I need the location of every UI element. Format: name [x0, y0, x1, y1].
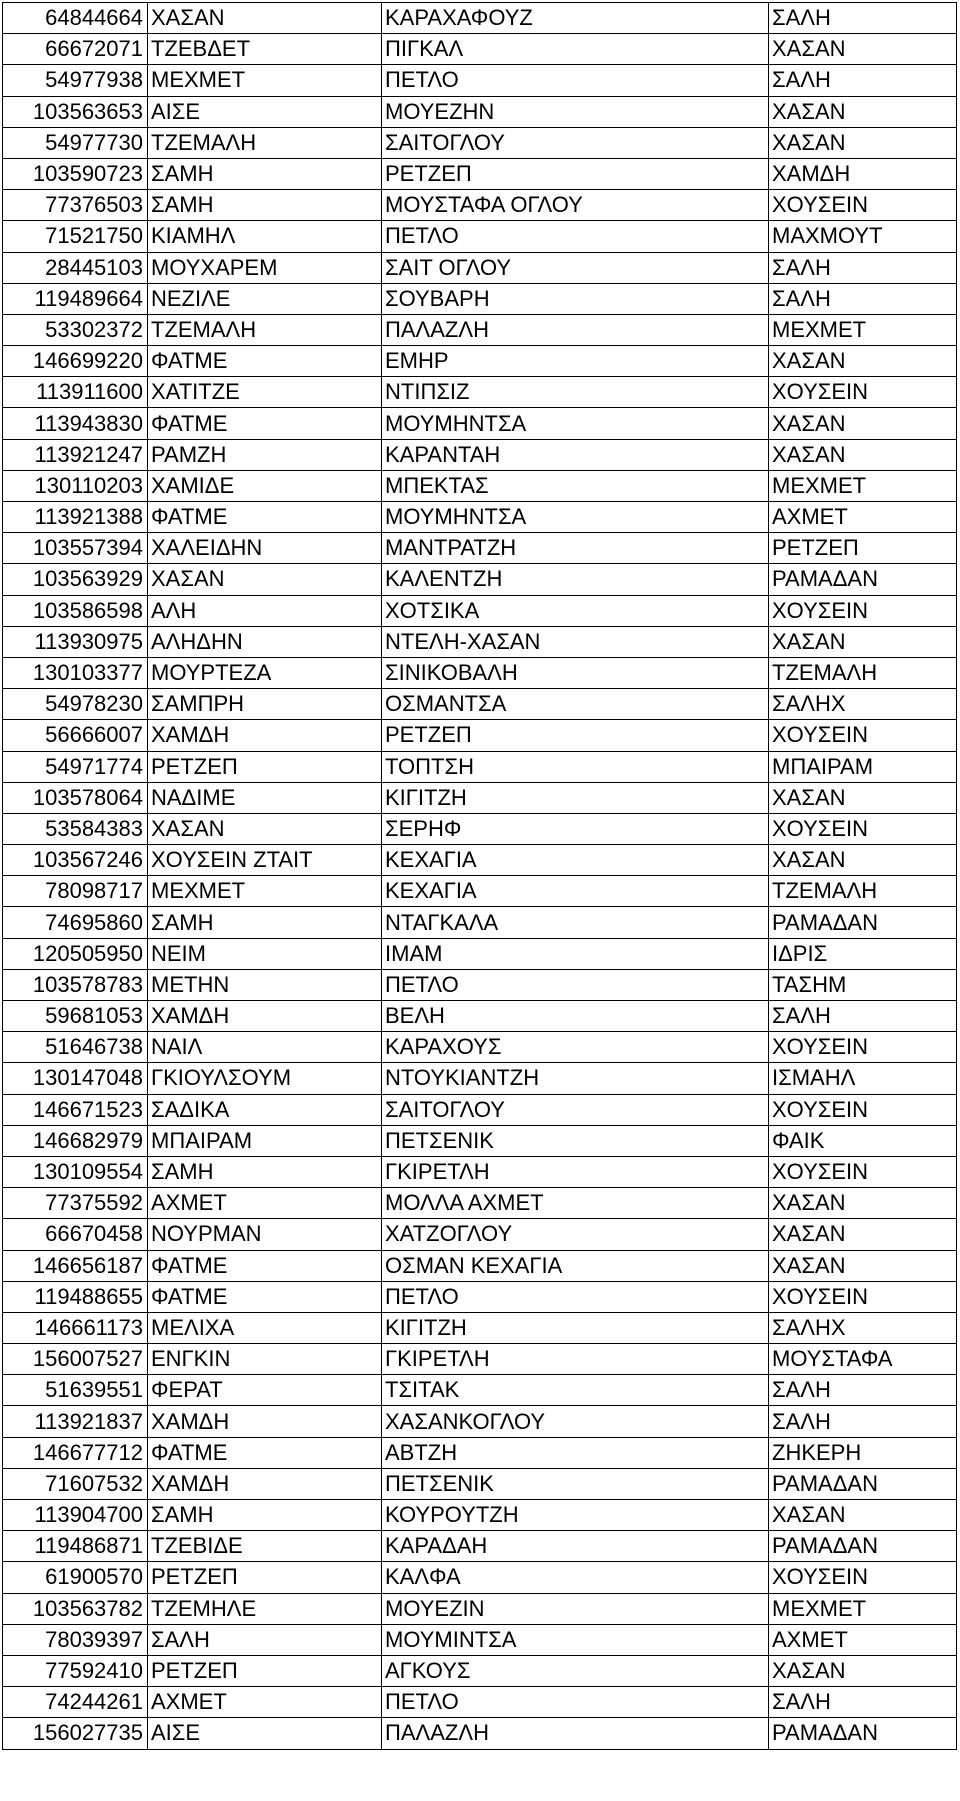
table-row: [3, 1125, 957, 1156]
table-row: [3, 1500, 957, 1531]
table-row: [3, 1250, 957, 1281]
surname-cell: ΣΑΙΤΟΓΛΟΥ: [382, 1094, 769, 1125]
first-name-cell: ΣΑΔΙΚΑ: [148, 1094, 382, 1125]
table-row: [3, 1562, 957, 1593]
first-name-cell: ΦΕΡΑΤ: [148, 1375, 382, 1406]
table-row: [3, 1281, 957, 1312]
first-name-cell: ΧΑΤΙΤΖΕ: [148, 377, 382, 408]
id-cell: 103586598: [3, 595, 148, 626]
first-name-cell: ΣΑΛΗ: [148, 1624, 382, 1655]
father-name-cell: ΧΑΣΑΝ: [769, 34, 957, 65]
first-name-cell: ΣΑΜΗ: [148, 907, 382, 938]
first-name-cell: ΧΑΜΔΗ: [148, 1468, 382, 1499]
first-name-cell: ΝΑΙΛ: [148, 1032, 382, 1063]
table-row: [3, 377, 957, 408]
surname-cell: ΤΟΠΤΣΗ: [382, 751, 769, 782]
father-name-cell: ΡΑΜΑΔΑΝ: [769, 1531, 957, 1562]
surname-cell: ΣΙΝΙΚΟΒΑΛΗ: [382, 657, 769, 688]
id-cell: 130110203: [3, 470, 148, 501]
first-name-cell: ΑΧΜΕΤ: [148, 1687, 382, 1718]
first-name-cell: ΑΙΣΕ: [148, 1718, 382, 1749]
id-cell: 71607532: [3, 1468, 148, 1499]
first-name-cell: ΜΕΧΜΕΤ: [148, 65, 382, 96]
id-cell: 120505950: [3, 938, 148, 969]
surname-cell: ΜΑΝΤΡΑΤΖΗ: [382, 533, 769, 564]
first-name-cell: ΝΑΔΙΜΕ: [148, 782, 382, 813]
table-row: [3, 938, 957, 969]
table-row: [3, 876, 957, 907]
father-name-cell: ΜΑΧΜΟΥΤ: [769, 221, 957, 252]
id-cell: 146682979: [3, 1125, 148, 1156]
table-row: [3, 314, 957, 345]
first-name-cell: ΦΑΤΜΕ: [148, 1250, 382, 1281]
table-row: [3, 502, 957, 533]
id-cell: 77592410: [3, 1655, 148, 1686]
id-cell: 53584383: [3, 813, 148, 844]
first-name-cell: ΜΠΑΙΡΑΜ: [148, 1125, 382, 1156]
father-name-cell: ΜΕΧΜΕΤ: [769, 1593, 957, 1624]
first-name-cell: ΜΕΤΗΝ: [148, 969, 382, 1000]
surname-cell: ΣΟΥΒΑΡΗ: [382, 283, 769, 314]
father-name-cell: ΧΑΣΑΝ: [769, 1655, 957, 1686]
father-name-cell: ΣΑΛΗΧ: [769, 689, 957, 720]
surname-cell: ΚΑΛΦΑ: [382, 1562, 769, 1593]
father-name-cell: ΧΟΥΣΕΙΝ: [769, 1094, 957, 1125]
first-name-cell: ΧΑΜΙΔΕ: [148, 470, 382, 501]
father-name-cell: ΣΑΛΗ: [769, 3, 957, 34]
id-cell: 156007527: [3, 1344, 148, 1375]
father-name-cell: ΡΑΜΑΔΑΝ: [769, 564, 957, 595]
surname-cell: ΑΒΤΖΗ: [382, 1437, 769, 1468]
surname-cell: ΝΤΙΠΣΙΖ: [382, 377, 769, 408]
surname-cell: ΟΣΜΑΝ ΚΕΧΑΓΙΑ: [382, 1250, 769, 1281]
first-name-cell: ΧΑΜΔΗ: [148, 1406, 382, 1437]
table-row: [3, 813, 957, 844]
id-cell: 61900570: [3, 1562, 148, 1593]
surname-cell: ΑΓΚΟΥΣ: [382, 1655, 769, 1686]
first-name-cell: ΜΕΛΙΧΑ: [148, 1312, 382, 1343]
table-row: [3, 845, 957, 876]
first-name-cell: ΤΖΕΜΗΛΕ: [148, 1593, 382, 1624]
id-cell: 66670458: [3, 1219, 148, 1250]
father-name-cell: ΜΕΧΜΕΤ: [769, 470, 957, 501]
id-cell: 66672071: [3, 34, 148, 65]
id-cell: 113911600: [3, 377, 148, 408]
surname-cell: ΕΜΗΡ: [382, 346, 769, 377]
father-name-cell: ΣΑΛΗ: [769, 1406, 957, 1437]
id-cell: 113930975: [3, 626, 148, 657]
id-cell: 146677712: [3, 1437, 148, 1468]
first-name-cell: ΡΑΜΖΗ: [148, 439, 382, 470]
id-cell: 146661173: [3, 1312, 148, 1343]
surname-cell: ΣΑΙΤ ΟΓΛΟΥ: [382, 252, 769, 283]
first-name-cell: ΦΑΤΜΕ: [148, 346, 382, 377]
id-cell: 64844664: [3, 3, 148, 34]
table-row: [3, 1188, 957, 1219]
surname-cell: ΒΕΛΗ: [382, 1001, 769, 1032]
table-row: [3, 1094, 957, 1125]
table-row: [3, 1219, 957, 1250]
surname-cell: ΧΑΤΖΟΓΛΟΥ: [382, 1219, 769, 1250]
surname-cell: ΚΕΧΑΓΙΑ: [382, 845, 769, 876]
first-name-cell: ΦΑΤΜΕ: [148, 408, 382, 439]
surname-cell: ΠΕΤΛΟ: [382, 1687, 769, 1718]
surname-cell: ΚΑΡΑΧΑΦΟΥΖ: [382, 3, 769, 34]
father-name-cell: ΧΟΥΣΕΙΝ: [769, 813, 957, 844]
id-cell: 119489664: [3, 283, 148, 314]
surname-cell: ΜΟΥΜΗΝΤΣΑ: [382, 502, 769, 533]
father-name-cell: ΣΑΛΗΧ: [769, 1312, 957, 1343]
table-row: [3, 1718, 957, 1749]
id-cell: 113943830: [3, 408, 148, 439]
table-row: [3, 720, 957, 751]
first-name-cell: ΣΑΜΗ: [148, 1500, 382, 1531]
surname-cell: ΠΑΛΑΖΛΗ: [382, 1718, 769, 1749]
first-name-cell: ΜΟΥΧΑΡΕΜ: [148, 252, 382, 283]
id-cell: 103567246: [3, 845, 148, 876]
father-name-cell: ΑΧΜΕΤ: [769, 502, 957, 533]
table-row: [3, 346, 957, 377]
father-name-cell: ΧΟΥΣΕΙΝ: [769, 377, 957, 408]
table-row: [3, 439, 957, 470]
first-name-cell: ΧΟΥΣΕΙΝ ΖΤΑΙΤ: [148, 845, 382, 876]
id-cell: 56666007: [3, 720, 148, 751]
father-name-cell: ΡΑΜΑΔΑΝ: [769, 1468, 957, 1499]
table-row: [3, 65, 957, 96]
table-row: [3, 1344, 957, 1375]
id-cell: 130147048: [3, 1063, 148, 1094]
father-name-cell: ΧΑΜΔΗ: [769, 158, 957, 189]
table-row: [3, 1593, 957, 1624]
id-cell: 146671523: [3, 1094, 148, 1125]
first-name-cell: ΝΕΙΜ: [148, 938, 382, 969]
father-name-cell: ΧΑΣΑΝ: [769, 96, 957, 127]
table-row: [3, 907, 957, 938]
surname-cell: ΠΕΤΣΕΝΙΚ: [382, 1125, 769, 1156]
id-cell: 103578064: [3, 782, 148, 813]
father-name-cell: ΣΑΛΗ: [769, 252, 957, 283]
surname-cell: ΡΕΤΖΕΠ: [382, 158, 769, 189]
id-cell: 51639551: [3, 1375, 148, 1406]
father-name-cell: ΧΟΥΣΕΙΝ: [769, 1281, 957, 1312]
surname-cell: ΚΕΧΑΓΙΑ: [382, 876, 769, 907]
first-name-cell: ΝΟΥΡΜΑΝ: [148, 1219, 382, 1250]
father-name-cell: ΙΣΜΑΗΛ: [769, 1063, 957, 1094]
table-row: [3, 408, 957, 439]
id-cell: 74244261: [3, 1687, 148, 1718]
records-table: [2, 2, 957, 1750]
table-row: [3, 626, 957, 657]
father-name-cell: ΧΑΣΑΝ: [769, 626, 957, 657]
father-name-cell: ΧΑΣΑΝ: [769, 346, 957, 377]
table-row: [3, 1312, 957, 1343]
table-row: [3, 190, 957, 221]
first-name-cell: ΦΑΤΜΕ: [148, 1437, 382, 1468]
records-table-body: [3, 3, 957, 1750]
first-name-cell: ΜΟΥΡΤΕΖΑ: [148, 657, 382, 688]
first-name-cell: ΧΑΜΔΗ: [148, 720, 382, 751]
father-name-cell: ΧΟΥΣΕΙΝ: [769, 720, 957, 751]
father-name-cell: ΧΑΣΑΝ: [769, 127, 957, 158]
id-cell: 113921388: [3, 502, 148, 533]
id-cell: 146656187: [3, 1250, 148, 1281]
surname-cell: ΚΙΓΙΤΖΗ: [382, 1312, 769, 1343]
surname-cell: ΧΑΣΑΝΚΟΓΛΟΥ: [382, 1406, 769, 1437]
father-name-cell: ΧΟΥΣΕΙΝ: [769, 1562, 957, 1593]
id-cell: 54977938: [3, 65, 148, 96]
id-cell: 103590723: [3, 158, 148, 189]
table-row: [3, 782, 957, 813]
first-name-cell: ΦΑΤΜΕ: [148, 1281, 382, 1312]
table-row: [3, 689, 957, 720]
id-cell: 74695860: [3, 907, 148, 938]
table-row: [3, 751, 957, 782]
id-cell: 113921837: [3, 1406, 148, 1437]
table-row: [3, 1437, 957, 1468]
table-row: [3, 657, 957, 688]
surname-cell: ΚΑΡΑΔΑΗ: [382, 1531, 769, 1562]
father-name-cell: ΡΑΜΑΔΑΝ: [769, 1718, 957, 1749]
id-cell: 78098717: [3, 876, 148, 907]
id-cell: 119488655: [3, 1281, 148, 1312]
father-name-cell: ΜΠΑΙΡΑΜ: [769, 751, 957, 782]
surname-cell: ΜΟΥΜΙΝΤΣΑ: [382, 1624, 769, 1655]
surname-cell: ΚΑΛΕΝΤΖΗ: [382, 564, 769, 595]
first-name-cell: ΧΑΣΑΝ: [148, 564, 382, 595]
surname-cell: ΠΙΓΚΑΛ: [382, 34, 769, 65]
father-name-cell: ΙΔΡΙΣ: [769, 938, 957, 969]
table-row: [3, 1624, 957, 1655]
father-name-cell: ΤΑΣΗΜ: [769, 969, 957, 1000]
surname-cell: ΠΕΤΛΟ: [382, 1281, 769, 1312]
father-name-cell: ΜΕΧΜΕΤ: [769, 314, 957, 345]
father-name-cell: ΧΑΣΑΝ: [769, 1500, 957, 1531]
first-name-cell: ΧΑΣΑΝ: [148, 3, 382, 34]
surname-cell: ΚΑΡΑΝΤΑΗ: [382, 439, 769, 470]
id-cell: 130109554: [3, 1156, 148, 1187]
surname-cell: ΚΑΡΑΧΟΥΣ: [382, 1032, 769, 1063]
first-name-cell: ΓΚΙΟΥΛΣΟΥΜ: [148, 1063, 382, 1094]
father-name-cell: ΤΖΕΜΑΛΗ: [769, 876, 957, 907]
surname-cell: ΓΚΙΡΕΤΛΗ: [382, 1156, 769, 1187]
first-name-cell: ΣΑΜΗ: [148, 190, 382, 221]
id-cell: 54978230: [3, 689, 148, 720]
table-row: [3, 1655, 957, 1686]
father-name-cell: ΧΑΣΑΝ: [769, 439, 957, 470]
father-name-cell: ΧΟΥΣΕΙΝ: [769, 190, 957, 221]
table-row: [3, 533, 957, 564]
surname-cell: ΚΙΓΙΤΖΗ: [382, 782, 769, 813]
father-name-cell: ΧΑΣΑΝ: [769, 1188, 957, 1219]
father-name-cell: ΦΑΙΚ: [769, 1125, 957, 1156]
first-name-cell: ΤΖΕΜΑΛΗ: [148, 314, 382, 345]
table-row: [3, 221, 957, 252]
table-row: [3, 1406, 957, 1437]
table-row: [3, 1468, 957, 1499]
surname-cell: ΜΟΥΕΖΗΝ: [382, 96, 769, 127]
first-name-cell: ΑΧΜΕΤ: [148, 1188, 382, 1219]
father-name-cell: ΑΧΜΕΤ: [769, 1624, 957, 1655]
id-cell: 54971774: [3, 751, 148, 782]
first-name-cell: ΑΛΗ: [148, 595, 382, 626]
surname-cell: ΜΟΥΜΗΝΤΣΑ: [382, 408, 769, 439]
first-name-cell: ΑΙΣΕ: [148, 96, 382, 127]
first-name-cell: ΡΕΤΖΕΠ: [148, 1655, 382, 1686]
table-row: [3, 470, 957, 501]
id-cell: 59681053: [3, 1001, 148, 1032]
id-cell: 103563653: [3, 96, 148, 127]
first-name-cell: ΡΕΤΖΕΠ: [148, 751, 382, 782]
table-row: [3, 96, 957, 127]
surname-cell: ΜΟΥΣΤΑΦΑ ΟΓΛΟΥ: [382, 190, 769, 221]
father-name-cell: ΣΑΛΗ: [769, 283, 957, 314]
id-cell: 103563929: [3, 564, 148, 595]
father-name-cell: ΧΑΣΑΝ: [769, 845, 957, 876]
father-name-cell: ΧΟΥΣΕΙΝ: [769, 1156, 957, 1187]
id-cell: 156027735: [3, 1718, 148, 1749]
surname-cell: ΠΕΤΛΟ: [382, 969, 769, 1000]
table-row: [3, 1063, 957, 1094]
id-cell: 51646738: [3, 1032, 148, 1063]
first-name-cell: ΕΝΓΚΙΝ: [148, 1344, 382, 1375]
surname-cell: ΝΤΑΓΚΑΛΑ: [382, 907, 769, 938]
id-cell: 71521750: [3, 221, 148, 252]
id-cell: 54977730: [3, 127, 148, 158]
father-name-cell: ΣΑΛΗ: [769, 1687, 957, 1718]
first-name-cell: ΤΖΕΒΔΕΤ: [148, 34, 382, 65]
father-name-cell: ΣΑΛΗ: [769, 65, 957, 96]
id-cell: 103563782: [3, 1593, 148, 1624]
id-cell: 28445103: [3, 252, 148, 283]
father-name-cell: ΧΑΣΑΝ: [769, 408, 957, 439]
first-name-cell: ΝΕΖΙΛΕ: [148, 283, 382, 314]
id-cell: 53302372: [3, 314, 148, 345]
surname-cell: ΜΟΛΛΑ ΑΧΜΕΤ: [382, 1188, 769, 1219]
id-cell: 103557394: [3, 533, 148, 564]
first-name-cell: ΜΕΧΜΕΤ: [148, 876, 382, 907]
father-name-cell: ΜΟΥΣΤΑΦΑ: [769, 1344, 957, 1375]
surname-cell: ΝΤΟΥΚΙΑΝΤΖΗ: [382, 1063, 769, 1094]
table-row: [3, 1032, 957, 1063]
surname-cell: ΠΕΤΛΟ: [382, 221, 769, 252]
father-name-cell: ΧΟΥΣΕΙΝ: [769, 1032, 957, 1063]
id-cell: 78039397: [3, 1624, 148, 1655]
table-row: [3, 1375, 957, 1406]
table-row: [3, 158, 957, 189]
first-name-cell: ΡΕΤΖΕΠ: [148, 1562, 382, 1593]
table-row: [3, 252, 957, 283]
table-row: [3, 564, 957, 595]
id-cell: 103578783: [3, 969, 148, 1000]
first-name-cell: ΣΑΜΠΡΗ: [148, 689, 382, 720]
father-name-cell: ΤΖΕΜΑΛΗ: [769, 657, 957, 688]
surname-cell: ΠΑΛΑΖΛΗ: [382, 314, 769, 345]
table-row: [3, 3, 957, 34]
id-cell: 130103377: [3, 657, 148, 688]
father-name-cell: ΡΑΜΑΔΑΝ: [769, 907, 957, 938]
first-name-cell: ΧΑΛΕΙΔΗΝ: [148, 533, 382, 564]
surname-cell: ΜΠΕΚΤΑΣ: [382, 470, 769, 501]
father-name-cell: ΧΑΣΑΝ: [769, 1219, 957, 1250]
id-cell: 77375592: [3, 1188, 148, 1219]
surname-cell: ΠΕΤΛΟ: [382, 65, 769, 96]
table-row: [3, 969, 957, 1000]
table-row: [3, 1156, 957, 1187]
table-row: [3, 595, 957, 626]
table-row: [3, 34, 957, 65]
first-name-cell: ΤΖΕΜΑΛΗ: [148, 127, 382, 158]
table-row: [3, 1001, 957, 1032]
surname-cell: ΠΕΤΣΕΝΙΚ: [382, 1468, 769, 1499]
id-cell: 113904700: [3, 1500, 148, 1531]
first-name-cell: ΧΑΣΑΝ: [148, 813, 382, 844]
father-name-cell: ΖΗΚΕΡΗ: [769, 1437, 957, 1468]
surname-cell: ΜΟΥΕΖΙΝ: [382, 1593, 769, 1624]
surname-cell: ΡΕΤΖΕΠ: [382, 720, 769, 751]
first-name-cell: ΤΖΕΒΙΔΕ: [148, 1531, 382, 1562]
father-name-cell: ΧΑΣΑΝ: [769, 1250, 957, 1281]
surname-cell: ΝΤΕΛΗ-ΧΑΣΑΝ: [382, 626, 769, 657]
first-name-cell: ΧΑΜΔΗ: [148, 1001, 382, 1032]
first-name-cell: ΑΛΗΔΗΝ: [148, 626, 382, 657]
table-row: [3, 127, 957, 158]
surname-cell: ΤΣΙΤΑΚ: [382, 1375, 769, 1406]
first-name-cell: ΣΑΜΗ: [148, 158, 382, 189]
father-name-cell: ΡΕΤΖΕΠ: [769, 533, 957, 564]
surname-cell: ΓΚΙΡΕΤΛΗ: [382, 1344, 769, 1375]
first-name-cell: ΣΑΜΗ: [148, 1156, 382, 1187]
father-name-cell: ΧΟΥΣΕΙΝ: [769, 595, 957, 626]
first-name-cell: ΚΙΑΜΗΛ: [148, 221, 382, 252]
father-name-cell: ΣΑΛΗ: [769, 1375, 957, 1406]
surname-cell: ΣΑΙΤΟΓΛΟΥ: [382, 127, 769, 158]
id-cell: 77376503: [3, 190, 148, 221]
surname-cell: ΙΜΑΜ: [382, 938, 769, 969]
father-name-cell: ΧΑΣΑΝ: [769, 782, 957, 813]
id-cell: 146699220: [3, 346, 148, 377]
table-row: [3, 283, 957, 314]
father-name-cell: ΣΑΛΗ: [769, 1001, 957, 1032]
surname-cell: ΣΕΡΗΦ: [382, 813, 769, 844]
surname-cell: ΚΟΥΡΟΥΤΖΗ: [382, 1500, 769, 1531]
table-row: [3, 1531, 957, 1562]
first-name-cell: ΦΑΤΜΕ: [148, 502, 382, 533]
surname-cell: ΧΟΤΣΙΚΑ: [382, 595, 769, 626]
surname-cell: ΟΣΜΑΝΤΣΑ: [382, 689, 769, 720]
table-row: [3, 1687, 957, 1718]
id-cell: 119486871: [3, 1531, 148, 1562]
id-cell: 113921247: [3, 439, 148, 470]
